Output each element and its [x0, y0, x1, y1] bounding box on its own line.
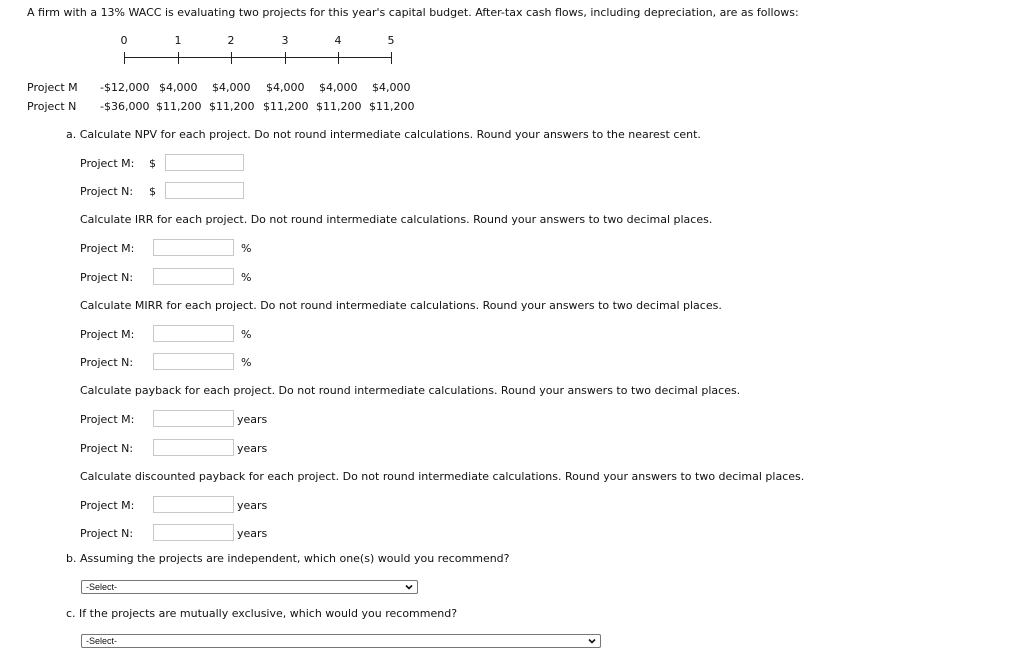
chevron-down-icon	[587, 636, 597, 646]
period-label-0: 0	[120, 34, 128, 47]
problem-intro: A firm with a 13% WACC is evaluating two projects for this year's capital budget. After-tax cash flows, including depreciation, are as follows:	[27, 6, 799, 19]
period-label-3: 3	[281, 34, 289, 47]
part-c-selected-value: -Select-	[86, 636, 118, 646]
irr-project-n-input[interactable]	[153, 268, 234, 285]
timeline-tick	[231, 52, 232, 64]
cash-flow-cell: -$12,000	[100, 81, 150, 94]
discounted-payback-project-m-input[interactable]	[153, 496, 234, 513]
irr-instruction: Calculate IRR for each project. Do not round intermediate calculations. Round your answers to two decimal places.	[80, 213, 713, 226]
irr-project-n-label: Project N:	[80, 271, 134, 284]
discounted-payback-project-m-label: Project M:	[80, 499, 135, 512]
part-b-select[interactable]	[81, 580, 418, 594]
discounted-payback-years-unit: years	[237, 499, 268, 512]
part-c-question: c. If the projects are mutually exclusive, which would you recommend?	[66, 607, 458, 620]
period-label-1: 1	[174, 34, 182, 47]
discounted-payback-instruction: Calculate discounted payback for each project. Do not round intermediate calculations. Round your answers to two decimal places.	[80, 470, 805, 483]
mirr-percent-unit: %	[241, 328, 252, 341]
period-label-2: 2	[227, 34, 235, 47]
mirr-percent-unit: %	[241, 356, 252, 369]
payback-instruction: Calculate payback for each project. Do not round intermediate calculations. Round your answers to two decimal places.	[80, 384, 741, 397]
cash-flow-cell: $11,200	[156, 100, 202, 113]
cash-flow-cell: $4,000	[159, 81, 198, 94]
project-m-name: Project M	[27, 81, 78, 94]
timeline-tick	[338, 52, 339, 64]
irr-percent-unit: %	[241, 271, 252, 284]
npv-dollar-sign: $	[149, 157, 156, 170]
cash-flow-cell: $4,000	[266, 81, 305, 94]
npv-dollar-sign: $	[149, 185, 156, 198]
cash-flow-cell: $4,000	[212, 81, 251, 94]
npv-project-m-input[interactable]	[165, 154, 244, 171]
discounted-payback-project-n-label: Project N:	[80, 527, 134, 540]
mirr-project-n-label: Project N:	[80, 356, 134, 369]
payback-project-n-input[interactable]	[153, 439, 234, 456]
cash-flow-cell: $11,200	[316, 100, 362, 113]
timeline-tick	[391, 52, 392, 64]
part-b-question: b. Assuming the projects are independent, which one(s) would you recommend?	[66, 552, 510, 565]
chevron-down-icon	[404, 582, 414, 592]
payback-years-unit: years	[237, 413, 268, 426]
mirr-project-n-input[interactable]	[153, 353, 234, 370]
cash-flow-cell: $11,200	[369, 100, 415, 113]
npv-project-n-label: Project N:	[80, 185, 134, 198]
irr-percent-unit: %	[241, 242, 252, 255]
payback-project-m-input[interactable]	[153, 410, 234, 427]
cash-flow-cell: -$36,000	[100, 100, 150, 113]
mirr-instruction: Calculate MIRR for each project. Do not round intermediate calculations. Round your answers to two decimal places.	[80, 299, 722, 312]
payback-project-n-label: Project N:	[80, 442, 134, 455]
irr-project-m-label: Project M:	[80, 242, 135, 255]
cash-flow-cell: $4,000	[372, 81, 411, 94]
mirr-project-m-label: Project M:	[80, 328, 135, 341]
payback-years-unit: years	[237, 442, 268, 455]
part-b-selected-value: -Select-	[86, 582, 118, 592]
npv-instruction: a. Calculate NPV for each project. Do not round intermediate calculations. Round your answers to the nearest cent.	[66, 128, 701, 141]
cash-flow-cell: $4,000	[319, 81, 358, 94]
part-c-select[interactable]	[81, 634, 601, 648]
period-label-5: 5	[387, 34, 395, 47]
irr-project-m-input[interactable]	[153, 239, 234, 256]
discounted-payback-years-unit: years	[237, 527, 268, 540]
timeline-tick	[124, 52, 125, 64]
npv-project-m-label: Project M:	[80, 157, 135, 170]
npv-project-n-input[interactable]	[165, 182, 244, 199]
cash-flow-cell: $11,200	[209, 100, 255, 113]
project-n-name: Project N	[27, 100, 77, 113]
timeline-tick	[285, 52, 286, 64]
timeline-axis	[124, 57, 392, 58]
payback-project-m-label: Project M:	[80, 413, 135, 426]
mirr-project-m-input[interactable]	[153, 325, 234, 342]
timeline-tick	[178, 52, 179, 64]
cash-flow-cell: $11,200	[263, 100, 309, 113]
discounted-payback-project-n-input[interactable]	[153, 524, 234, 541]
period-label-4: 4	[334, 34, 342, 47]
